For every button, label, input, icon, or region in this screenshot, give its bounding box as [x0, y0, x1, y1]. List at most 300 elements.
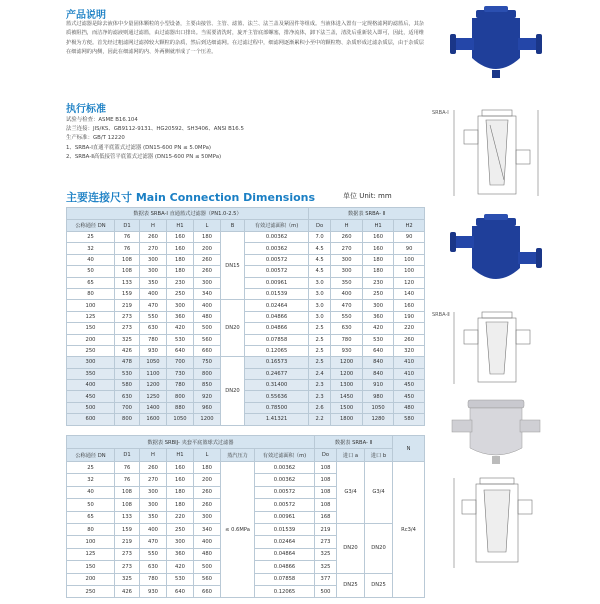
table-cell: 300 [140, 486, 167, 498]
table-cell: 260 [140, 462, 167, 474]
table-cell: 0.24677 [245, 368, 309, 379]
table-row [67, 334, 425, 345]
table-row [67, 323, 425, 334]
table-cell: 250 [67, 345, 115, 356]
table-cell: 270 [331, 243, 363, 254]
table-cell: 160 [167, 243, 194, 254]
table2-inlet-b: G3/4 [365, 462, 393, 524]
table2-group-right: 数据表 SRBA- Ⅱ [315, 436, 393, 449]
table2-inlet-b: DN25 [365, 573, 393, 598]
table-cell: 420 [363, 323, 394, 334]
product-figures [424, 0, 600, 600]
table-cell: 480 [394, 402, 425, 413]
table-cell: 0.01539 [255, 523, 315, 535]
table-cell: 350 [331, 277, 363, 288]
table-cell: 2.5 [309, 323, 331, 334]
table-cell: 0.31400 [245, 380, 309, 391]
table2-group-left: 数据表 SRBIJ- 夹套平底篮球式过滤器 [67, 436, 315, 449]
table-cell: 50 [67, 266, 115, 277]
table-cell: 273 [315, 536, 337, 548]
table2-inlet-b: DN20 [365, 523, 393, 573]
table-cell: 90 [394, 243, 425, 254]
table-cell: 630 [331, 323, 363, 334]
table-cell: 120 [394, 277, 425, 288]
table-cell: 76 [115, 232, 140, 243]
table-cell: 180 [363, 266, 394, 277]
table-cell: 180 [167, 254, 194, 265]
table-cell: 470 [140, 300, 167, 311]
table-cell: 0.07858 [245, 334, 309, 345]
table-cell: 550 [331, 311, 363, 322]
table-cell: 230 [363, 277, 394, 288]
table-row [67, 462, 425, 474]
table-cell: 910 [363, 380, 394, 391]
table-cell: 325 [315, 561, 337, 573]
table-cell: 250 [167, 288, 194, 299]
table-cell: 300 [363, 300, 394, 311]
table-cell: 480 [194, 548, 221, 560]
table-cell: 133 [115, 277, 140, 288]
table-cell: 4.5 [309, 254, 331, 265]
table-cell: 7.0 [309, 232, 331, 243]
table-row [67, 277, 425, 288]
table-cell: 2.4 [309, 368, 331, 379]
table2-header: 进口 a [337, 449, 365, 462]
table-cell: 400 [140, 523, 167, 535]
table-cell: 550 [140, 548, 167, 560]
table2-header: H [140, 449, 167, 462]
table-cell: 108 [115, 499, 140, 511]
table-cell: 300 [67, 357, 115, 368]
table-cell: 426 [115, 585, 140, 597]
table-cell: 0.00572 [245, 254, 309, 265]
table-cell: 500 [194, 323, 221, 334]
table-cell: 2.3 [309, 380, 331, 391]
table-cell: 273 [115, 311, 140, 322]
standard-line: 法兰连接：JIS/KS、GB9112-9131、HG20592、SH3406、ANSI B16.5 [66, 126, 244, 133]
table-cell: 640 [167, 345, 194, 356]
table-cell: 1500 [331, 402, 363, 413]
table-cell: 0.00961 [245, 277, 309, 288]
table-row [67, 300, 425, 311]
table-cell: 470 [331, 300, 363, 311]
table-cell: 273 [115, 561, 140, 573]
table-cell: 580 [394, 414, 425, 425]
table-cell: 0.00572 [255, 486, 315, 498]
table-cell: 230 [167, 277, 194, 288]
table2-inlet-a: G3/4 [337, 462, 365, 524]
table-cell: 840 [363, 357, 394, 368]
table-cell: 180 [167, 486, 194, 498]
table2-header: H1 [167, 449, 194, 462]
table-cell: 270 [140, 243, 167, 254]
table-row [67, 266, 425, 277]
table-cell: 160 [363, 232, 394, 243]
table-cell: 377 [315, 573, 337, 585]
table-cell: 360 [167, 311, 194, 322]
table-cell: 930 [140, 345, 167, 356]
table-cell: 200 [194, 243, 221, 254]
table-cell: 0.00362 [255, 462, 315, 474]
table-cell: 1100 [140, 368, 167, 379]
table-cell: 840 [363, 368, 394, 379]
table-cell: 1280 [363, 414, 394, 425]
table-cell: 76 [115, 243, 140, 254]
table-cell: 160 [167, 232, 194, 243]
table1-header: H1 [363, 220, 394, 232]
table-cell: 220 [394, 323, 425, 334]
table-cell: 470 [140, 536, 167, 548]
table-cell: 480 [194, 311, 221, 322]
table-cell: 4.5 [309, 243, 331, 254]
table-row [67, 288, 425, 299]
table-cell: 90 [394, 232, 425, 243]
table-cell: 200 [194, 474, 221, 486]
table-cell: 320 [394, 345, 425, 356]
table-cell: 640 [167, 585, 194, 597]
table-cell: 350 [67, 368, 115, 379]
table-cell: 700 [167, 357, 194, 368]
blue-strainer-figure-2 [450, 214, 542, 279]
table-cell: 1300 [331, 380, 363, 391]
table-cell: 219 [115, 536, 140, 548]
table-row [67, 311, 425, 322]
table-cell: 300 [194, 277, 221, 288]
table-cell: 350 [140, 277, 167, 288]
table-row [67, 368, 425, 379]
table-cell: 3.0 [309, 277, 331, 288]
table-cell: 1.41321 [245, 414, 309, 425]
table-cell: 0.00362 [245, 243, 309, 254]
table-cell: 2.6 [309, 402, 331, 413]
table-cell: 300 [331, 254, 363, 265]
table-cell: 1800 [331, 414, 363, 425]
table-cell: 420 [167, 323, 194, 334]
steel-strainer-figure [452, 400, 540, 464]
table-cell: 1200 [194, 414, 221, 425]
standards-title: 执行标准 [66, 104, 106, 115]
table-cell: 478 [115, 357, 140, 368]
table1-header: L [194, 220, 221, 232]
table-cell: 108 [315, 499, 337, 511]
table-cell: 150 [67, 561, 115, 573]
table-cell: 108 [315, 486, 337, 498]
table-cell: 360 [167, 548, 194, 560]
table-cell: 100 [394, 266, 425, 277]
table1-b-group: DN20 [221, 357, 245, 425]
table-cell: 80 [67, 523, 115, 535]
table-cell: 325 [315, 548, 337, 560]
table-cell: 850 [194, 380, 221, 391]
table-cell: 1050 [167, 414, 194, 425]
table-cell: 0.04866 [245, 323, 309, 334]
table-cell: 160 [394, 300, 425, 311]
table-cell: 0.12065 [245, 345, 309, 356]
table-cell: 300 [167, 300, 194, 311]
dimensions-title: 主要连接尺寸 Main Connection Dimensions [66, 191, 316, 204]
table-cell: 780 [167, 380, 194, 391]
table-cell: 420 [167, 561, 194, 573]
table2-inlet-a: DN25 [337, 573, 365, 598]
table-row [67, 232, 425, 243]
table-row [67, 391, 425, 402]
table-cell: 3.0 [309, 311, 331, 322]
table-cell: 32 [67, 243, 115, 254]
table-cell: 0.07858 [255, 573, 315, 585]
table-row [67, 243, 425, 254]
table-cell: 300 [331, 266, 363, 277]
table-cell: 0.00572 [245, 266, 309, 277]
table2-header: Do [315, 449, 337, 462]
table-cell: 600 [67, 414, 115, 425]
table-cell: 300 [140, 266, 167, 277]
table-cell: 3.0 [309, 300, 331, 311]
table1-header: H [140, 220, 167, 232]
table-cell: 0.00572 [255, 499, 315, 511]
table-cell: 325 [115, 573, 140, 585]
table-cell: 500 [194, 561, 221, 573]
drawing-figure-3 [454, 478, 532, 568]
table-cell: 2.3 [309, 391, 331, 402]
table-cell: 630 [140, 323, 167, 334]
table-cell: 273 [115, 323, 140, 334]
table-cell: 780 [331, 334, 363, 345]
table-cell: 426 [115, 345, 140, 356]
table2-header: 蒸汽压力 [221, 449, 255, 462]
table-cell: 800 [167, 391, 194, 402]
standard-line: 试验与检查：ASME B16.104 [66, 117, 138, 123]
table-cell: 0.01539 [245, 288, 309, 299]
table-cell: 300 [140, 499, 167, 511]
table-cell: 108 [115, 486, 140, 498]
table2-header-n: N [393, 436, 425, 462]
table-cell: 800 [194, 368, 221, 379]
table-cell: 750 [194, 357, 221, 368]
table-cell: 0.00961 [255, 511, 315, 523]
table-cell: 260 [140, 232, 167, 243]
table-cell: 180 [167, 266, 194, 277]
table-cell: 500 [315, 585, 337, 597]
table-cell: 400 [140, 288, 167, 299]
table-cell: 450 [67, 391, 115, 402]
table1-header: B [221, 220, 245, 232]
table-cell: 3.0 [309, 288, 331, 299]
table-cell: 220 [167, 511, 194, 523]
table-cell: 580 [115, 380, 140, 391]
table-cell: 500 [67, 402, 115, 413]
table-cell: 76 [115, 474, 140, 486]
table-cell: 0.16573 [245, 357, 309, 368]
table-cell: 80 [67, 288, 115, 299]
table-cell: 920 [194, 391, 221, 402]
table-cell: 160 [363, 243, 394, 254]
figure-label-srba-1: SRBA-Ⅰ [432, 110, 449, 116]
table-cell: 160 [167, 474, 194, 486]
table-cell: 260 [194, 499, 221, 511]
standard-line: 生产标准：GB/T 12220 [66, 135, 125, 142]
table1-b-group: DN20 [221, 300, 245, 357]
table-cell: 930 [331, 345, 363, 356]
table-cell: 260 [194, 486, 221, 498]
table-cell: 530 [167, 334, 194, 345]
table-cell: 980 [363, 391, 394, 402]
table-cell: 160 [167, 462, 194, 474]
table-cell: 180 [167, 499, 194, 511]
table-cell: 100 [67, 536, 115, 548]
table-cell: 1050 [140, 357, 167, 368]
product-description: 篮式过滤器是除去液体中少量固体颗粒的小型设备，主要由接管、主管、滤篮、法兰、法兰盖及紧固件等组成。当液体进入置有一定规格滤网的滤篮后，其杂质被阻挡，而洁净的滤液则通过滤篮，由过滤器出口排出。当需要清洗时，旋开主管底部螺塞，排净流体，卸下法兰盖，清洗后重新装入即可，因此，适用维护极为方便。首先经过粗滤网过滤掉较大颗粒的杂质，然后到达细滤网。在过滤过程中，细滤网逐渐累积小至中的颗粒物、杂质形成过滤杂质层，由于杂质层在细滤网的内侧，因此在细滤网的内、外两侧就形成了一个压差。 [66, 21, 424, 56]
table-cell: 200 [67, 573, 115, 585]
table2-n-value: Rc3/4 [393, 462, 425, 598]
table-cell: 108 [315, 474, 337, 486]
table-cell: 300 [140, 254, 167, 265]
product-title: 产品说明 [66, 10, 106, 21]
table-cell: 0.04866 [255, 561, 315, 573]
blue-strainer-figure-1 [450, 6, 542, 78]
table-cell: 125 [67, 311, 115, 322]
table-cell: 1250 [140, 391, 167, 402]
table-row [67, 357, 425, 368]
table-cell: 960 [194, 402, 221, 413]
table-cell: 560 [194, 334, 221, 345]
table-cell: 180 [194, 232, 221, 243]
table-row [67, 380, 425, 391]
table-cell: 219 [315, 523, 337, 535]
table-cell: 1200 [331, 368, 363, 379]
table-cell: 0.55636 [245, 391, 309, 402]
table-row [67, 254, 425, 265]
table-cell: 108 [115, 254, 140, 265]
table-cell: 780 [140, 334, 167, 345]
table-cell: 159 [115, 523, 140, 535]
standards-list [66, 116, 426, 162]
table-cell: 140 [394, 288, 425, 299]
table-cell: 450 [394, 391, 425, 402]
table-cell: 270 [140, 474, 167, 486]
table1-header: H [331, 220, 363, 232]
table-cell: 40 [67, 486, 115, 498]
table-cell: 1400 [140, 402, 167, 413]
table1-group-left: 数据表 SRBA-I 直通篮式过滤器（PN1.0-2.5） [67, 208, 309, 220]
table-cell: 530 [167, 573, 194, 585]
table-cell: 1200 [331, 357, 363, 368]
table-cell: 150 [67, 323, 115, 334]
table-cell: 250 [67, 585, 115, 597]
table-cell: 2.5 [309, 345, 331, 356]
table-cell: 630 [115, 391, 140, 402]
table-cell: 260 [194, 254, 221, 265]
table-cell: 0.78500 [245, 402, 309, 413]
dimension-table-1 [66, 207, 425, 426]
table-cell: 260 [194, 266, 221, 277]
table-cell: 133 [115, 511, 140, 523]
table-cell: 400 [194, 536, 221, 548]
table2-header: 有效过滤面积（m) [255, 449, 315, 462]
table-cell: 530 [363, 334, 394, 345]
table-cell: 2.5 [309, 334, 331, 345]
table1-b-group: DN15 [221, 232, 245, 300]
table1-header: H1 [167, 220, 194, 232]
table-cell: 2.5 [309, 357, 331, 368]
drawing-figure-1 [454, 110, 538, 196]
standard-line: 1、SRBA-Ⅰ直通平底篮式过滤器 (DN15-600 PN ≤ 5.0MPa) [66, 144, 211, 151]
table-cell: 159 [115, 288, 140, 299]
table-cell: 65 [67, 511, 115, 523]
table-cell: 780 [140, 573, 167, 585]
table-cell: 40 [67, 254, 115, 265]
table-cell: 1600 [140, 414, 167, 425]
table2-header: L [194, 449, 221, 462]
table1-group-right: 数据表 SRBA- Ⅱ [309, 208, 425, 220]
table-cell: 1450 [331, 391, 363, 402]
table-cell: 190 [394, 311, 425, 322]
table1-header: 公称通径 DN [67, 220, 115, 232]
table-cell: 180 [194, 462, 221, 474]
table1-header: Do [309, 220, 331, 232]
table-cell: 930 [140, 585, 167, 597]
table-cell: 450 [394, 380, 425, 391]
table-cell: 0.02464 [245, 300, 309, 311]
table-cell: 1050 [363, 402, 394, 413]
table-cell: 730 [167, 368, 194, 379]
table-cell: 400 [331, 288, 363, 299]
table2-steam-pressure: ≤ 0.6MPa [221, 462, 255, 598]
figure-label-srba-2: SRBA-Ⅱ [432, 312, 450, 318]
table-cell: 550 [140, 311, 167, 322]
table2-header: 公称通径 DN [67, 449, 115, 462]
table-cell: 640 [363, 345, 394, 356]
table-cell: 350 [140, 511, 167, 523]
table-cell: 250 [363, 288, 394, 299]
table-cell: 300 [194, 511, 221, 523]
table-row [67, 345, 425, 356]
table-cell: 0.04866 [245, 311, 309, 322]
table-cell: 800 [115, 414, 140, 425]
table-row [67, 402, 425, 413]
table-cell: 0.02464 [255, 536, 315, 548]
table-cell: 180 [363, 254, 394, 265]
table-cell: 100 [394, 254, 425, 265]
table-cell: 25 [67, 232, 115, 243]
table-cell: 125 [67, 548, 115, 560]
table-cell: 32 [67, 474, 115, 486]
table-cell: 700 [115, 402, 140, 413]
table-cell: 325 [115, 334, 140, 345]
table-cell: 50 [67, 499, 115, 511]
table-cell: 108 [115, 266, 140, 277]
table-cell: 200 [67, 334, 115, 345]
table-cell: 273 [115, 548, 140, 560]
table-cell: 100 [67, 300, 115, 311]
figure-illustrations [424, 0, 600, 600]
table-cell: 260 [331, 232, 363, 243]
table-cell: 1200 [140, 380, 167, 391]
table-cell: 0.00362 [255, 474, 315, 486]
table-cell: 0.00362 [245, 232, 309, 243]
table-cell: 660 [194, 585, 221, 597]
table2-header: 进口 b [365, 449, 393, 462]
table-cell: 530 [115, 368, 140, 379]
table-cell: 400 [67, 380, 115, 391]
drawing-figure-2 [454, 312, 530, 384]
table-cell: 25 [67, 462, 115, 474]
table-cell: 660 [194, 345, 221, 356]
dimension-table-2 [66, 435, 425, 598]
table-cell: 300 [167, 536, 194, 548]
table2-header: D1 [115, 449, 140, 462]
table-cell: 410 [394, 357, 425, 368]
table-row [67, 414, 425, 425]
